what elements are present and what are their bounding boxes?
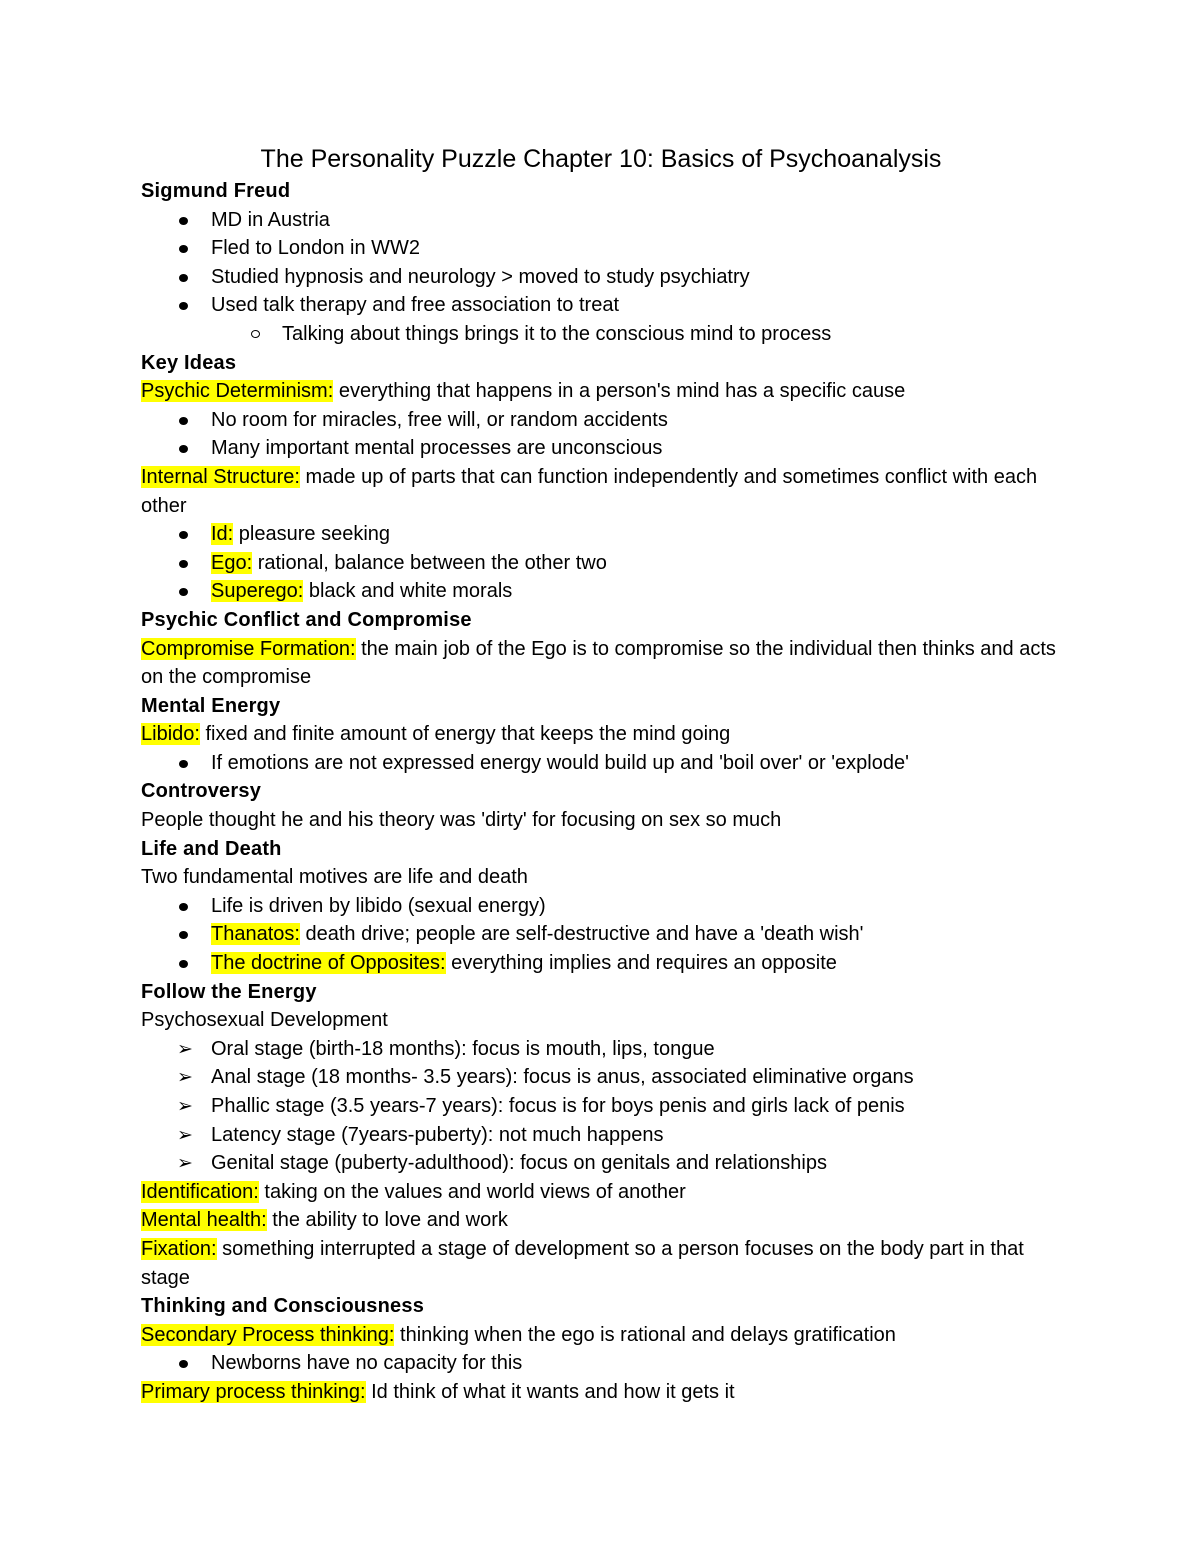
definition-primary-process <box>141 1378 1061 1407</box>
highlighted-term: Libido: <box>141 723 200 746</box>
stage-item <box>141 1092 1061 1121</box>
stage-text: Genital stage (puberty-adulthood): focus on genitals and relationships <box>211 1152 827 1175</box>
list-item: Fled to London in WW2 <box>141 234 1061 263</box>
list-item: If emotions are not expressed energy would build up and 'boil over' or 'explode' <box>141 749 1061 778</box>
list-item: Used talk therapy and free association to treat <box>141 291 1061 320</box>
list-item-thanatos <box>141 920 1061 949</box>
arrow-bullet-icon: ➢ <box>177 1066 193 1089</box>
stage-item <box>141 1121 1061 1150</box>
paragraph-text: Psychosexual Development <box>141 1009 388 1032</box>
definition-text: black and white morals <box>303 580 513 603</box>
document-page <box>141 141 1061 1407</box>
definition-compromise-formation <box>141 635 1061 692</box>
definition-text: fixed and finite amount of energy that keeps the mind going <box>199 723 731 746</box>
section-heading-psychic-conflict: Psychic Conflict and Compromise <box>141 608 472 631</box>
highlighted-term: The doctrine of Opposites: <box>211 952 446 975</box>
highlighted-term: Thanatos: <box>211 923 300 946</box>
arrow-bullet-icon: ➢ <box>177 1095 193 1117</box>
list-item: Many important mental processes are unconscious <box>141 434 1061 463</box>
highlighted-term: Identification: <box>141 1180 259 1203</box>
stage-item <box>141 1063 1061 1092</box>
definition-text: something interrupted a stage of development so a person focuses on the body part in that stage <box>141 1237 1024 1289</box>
arrow-bullet-icon: ➢ <box>177 1123 193 1146</box>
list-item-ego <box>141 549 1061 578</box>
definition-identification <box>141 1178 1061 1207</box>
arrow-bullet-icon: ➢ <box>177 1037 193 1060</box>
highlighted-term: Secondary Process thinking: <box>141 1323 395 1346</box>
document-title: The Personality Puzzle Chapter 10: Basics of Psychoanalysis <box>260 145 942 173</box>
highlighted-term: Ego: <box>211 551 253 574</box>
definition-text: everything that happens in a person's mind has a specific cause <box>333 380 906 403</box>
list-item: MD in Austria <box>141 206 1061 235</box>
paragraph-text: Two fundamental motives are life and death <box>141 866 528 889</box>
highlighted-term: Compromise Formation: <box>141 637 356 660</box>
list-item-superego <box>141 577 1061 606</box>
definition-internal-structure <box>141 463 1061 520</box>
stage-item <box>141 1035 1061 1064</box>
stage-text: Oral stage (birth-18 months): focus is mouth, lips, tongue <box>211 1037 715 1060</box>
highlighted-term: Superego: <box>211 580 304 603</box>
section-heading-thinking-and-consciousness: Thinking and Consciousness <box>141 1295 425 1318</box>
definition-fixation <box>141 1235 1061 1292</box>
section-heading-controversy: Controversy <box>141 780 262 803</box>
paragraph-text: People thought he and his theory was 'dirty' for focusing on sex so much <box>141 809 782 832</box>
section-heading-key-ideas: Key Ideas <box>141 351 237 374</box>
list-item: Life is driven by libido (sexual energy) <box>141 892 1061 921</box>
section-heading-sigmund-freud: Sigmund Freud <box>141 180 291 202</box>
definition-text: Id think of what it wants and how it gets it <box>365 1380 735 1403</box>
definition-text: the main job of the Ego is to compromise so the individual then thinks and acts on the compromise <box>141 637 1056 689</box>
list-item-doctrine-of-opposites <box>141 949 1061 978</box>
section-heading-life-and-death: Life and Death <box>141 837 282 860</box>
section-heading-follow-the-energy: Follow the Energy <box>141 980 317 1003</box>
highlighted-term: Id: <box>211 523 234 546</box>
highlighted-term: Psychic Determinism: <box>141 380 334 403</box>
definition-text: pleasure seeking <box>233 523 391 546</box>
stage-text: Anal stage (18 months- 3.5 years): focus is anus, associated eliminative organs <box>211 1066 914 1089</box>
definition-text: thinking when the ego is rational and delays gratification <box>394 1323 896 1346</box>
definition-secondary-process <box>141 1321 1061 1350</box>
definition-text: taking on the values and world views of another <box>258 1180 686 1203</box>
stage-item <box>141 1149 1061 1178</box>
definition-psychic-determinism <box>141 377 1061 406</box>
sub-list-item: Talking about things brings it to the conscious mind to process <box>141 320 1061 349</box>
stage-text: Latency stage (7years-puberty): not much happens <box>211 1123 664 1146</box>
list-item: No room for miracles, free will, or random accidents <box>141 406 1061 435</box>
list-item-id <box>141 520 1061 549</box>
highlighted-term: Internal Structure: <box>141 465 300 488</box>
highlighted-term: Primary process thinking: <box>141 1380 366 1403</box>
highlighted-term: Mental health: <box>141 1209 267 1232</box>
definition-text: everything implies and requires an opposite <box>445 952 837 975</box>
list-item: Studied hypnosis and neurology > moved to study psychiatry <box>141 263 1061 292</box>
stage-text: Phallic stage (3.5 years-7 years): focus is for boys penis and girls lack of penis <box>211 1095 905 1117</box>
definition-text: death drive; people are self-destructive and have a 'death wish' <box>299 923 864 946</box>
definition-text: rational, balance between the other two <box>252 551 607 574</box>
arrow-bullet-icon: ➢ <box>177 1152 193 1175</box>
definition-text: made up of parts that can function independently and sometimes conflict with each other <box>141 465 1038 517</box>
definition-mental-health <box>141 1206 1061 1235</box>
definition-libido <box>141 720 1061 749</box>
highlighted-term: Fixation: <box>141 1237 217 1260</box>
list-item: Newborns have no capacity for this <box>141 1349 1061 1378</box>
section-heading-mental-energy: Mental Energy <box>141 694 281 717</box>
definition-text: the ability to love and work <box>266 1209 508 1232</box>
